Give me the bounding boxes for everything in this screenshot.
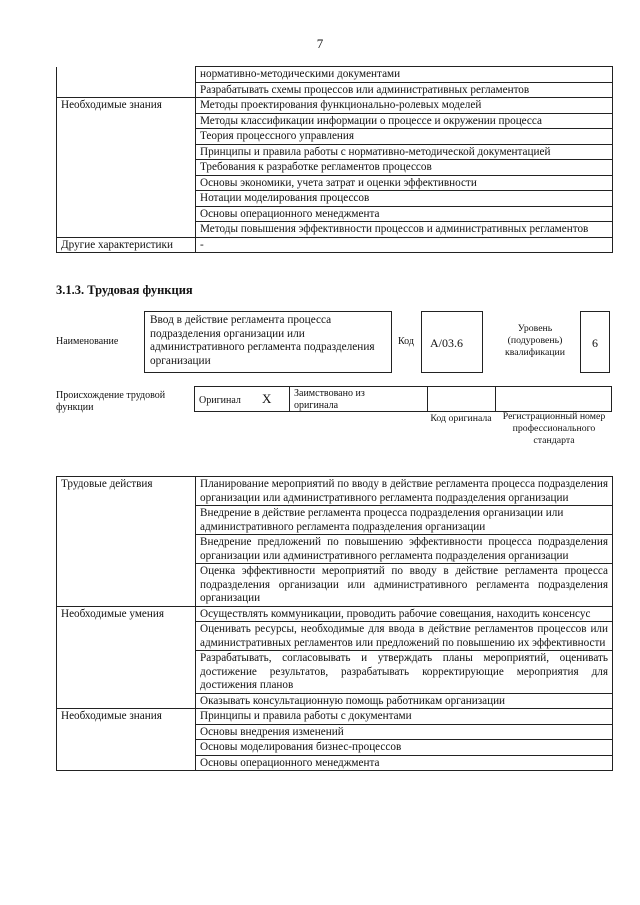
knowledge-table-top bbox=[56, 66, 613, 253]
row-text: Принципы и правила работы с нормативно-методической документацией bbox=[196, 144, 613, 160]
row-text: Принципы и правила работы с документами bbox=[196, 709, 613, 725]
divider bbox=[289, 386, 290, 412]
function-details-table bbox=[56, 476, 613, 771]
table-row bbox=[57, 82, 613, 98]
reg-caption: Регистрационный номер профессионального стандарта bbox=[502, 411, 606, 446]
function-name-box bbox=[144, 311, 392, 373]
divider bbox=[495, 386, 496, 412]
original-label: Оригинал bbox=[199, 395, 241, 406]
table-row bbox=[57, 477, 613, 506]
row-text: Основы операционного менеджмента bbox=[196, 755, 613, 771]
row-text: Внедрение предложений по повышению эффективности процесса подразделения организации или административного регламента подразделения организации bbox=[196, 535, 613, 564]
code-box bbox=[421, 311, 483, 373]
row-text: Методы классификации информации о процессе и окружении процесса bbox=[196, 113, 613, 129]
row-text: Методы повышения эффективности процессов и административных регламентов bbox=[196, 222, 613, 238]
row-text: Нотации моделирования процессов bbox=[196, 191, 613, 207]
name-label: Наименование bbox=[56, 336, 119, 347]
row-text: Теория процессного управления bbox=[196, 129, 613, 145]
level-value: 6 bbox=[592, 336, 598, 350]
row-text: Основы операционного менеджмента bbox=[196, 206, 613, 222]
table-row bbox=[57, 709, 613, 725]
table-row bbox=[57, 67, 613, 83]
row-text: Методы проектирования функционально-ролевых моделей bbox=[196, 98, 613, 114]
divider bbox=[427, 386, 428, 412]
row-text: Планирование мероприятий по вводу в действие регламента процесса подразделения организации или административного регламента подразделения организации bbox=[196, 477, 613, 506]
row-label: Необходимые умения bbox=[57, 606, 196, 709]
row-text: Осуществлять коммуникации, проводить рабочие совещания, находить консенсус bbox=[196, 606, 613, 622]
origin-label: Происхождение трудовой функции bbox=[56, 390, 166, 413]
row-label: Необходимые знания bbox=[57, 709, 196, 771]
table-row bbox=[57, 606, 613, 622]
row-text: Основы внедрения изменений bbox=[196, 724, 613, 740]
row-label: Другие характеристики bbox=[57, 237, 196, 253]
row-text: Внедрение в действие регламента процесса подразделения организации или административного регламента подразделения организации bbox=[196, 506, 613, 535]
table-row bbox=[57, 98, 613, 114]
origin-row bbox=[194, 386, 612, 412]
function-name: Ввод в действие регламента процесса подразделения организации или административного регламента подразделения организации bbox=[150, 314, 375, 367]
row-label: Необходимые знания bbox=[57, 98, 196, 238]
level-box bbox=[580, 311, 610, 373]
row-text: Оказывать консультационную помощь работникам организации bbox=[196, 693, 613, 709]
row-label bbox=[57, 82, 196, 98]
original-mark: X bbox=[262, 391, 272, 406]
borrowed-label: Заимствовано из оригинала bbox=[294, 388, 365, 411]
row-text: Основы моделирования бизнес-процессов bbox=[196, 740, 613, 756]
page-number: 7 bbox=[316, 36, 324, 51]
code-label: Код bbox=[398, 336, 414, 347]
row-text: Основы экономики, учета затрат и оценки эффективности bbox=[196, 175, 613, 191]
row-label bbox=[57, 67, 196, 83]
row-text: Оценка эффективности мероприятий по вводу в действие регламента процесса подразделения организации или административного регламента подразделения организации bbox=[196, 564, 613, 607]
row-label: Трудовые действия bbox=[57, 477, 196, 607]
row-text: Требования к разработке регламентов процессов bbox=[196, 160, 613, 176]
table-row bbox=[57, 237, 613, 253]
row-text: нормативно-методическими документами bbox=[196, 67, 613, 83]
section-heading: 3.1.3. Трудовая функция bbox=[56, 283, 193, 297]
code-value: А/03.6 bbox=[430, 336, 463, 350]
code-caption: Код оригинала bbox=[430, 413, 492, 424]
row-text: Разрабатывать схемы процессов или административных регламентов bbox=[196, 82, 613, 98]
level-label: Уровень (подуровень) квалификации bbox=[504, 323, 566, 358]
row-text: Оценивать ресурсы, необходимые для ввода в действие регламентов процессов или административных регламентов или предложений по повышению их эффективности bbox=[196, 622, 613, 651]
row-text: Разрабатывать, согласовывать и утверждать планы мероприятий, оценивать достижение результатов, разрабатывать корректирующие мероприятия для достижения планов bbox=[196, 651, 613, 694]
row-text: - bbox=[196, 237, 613, 253]
